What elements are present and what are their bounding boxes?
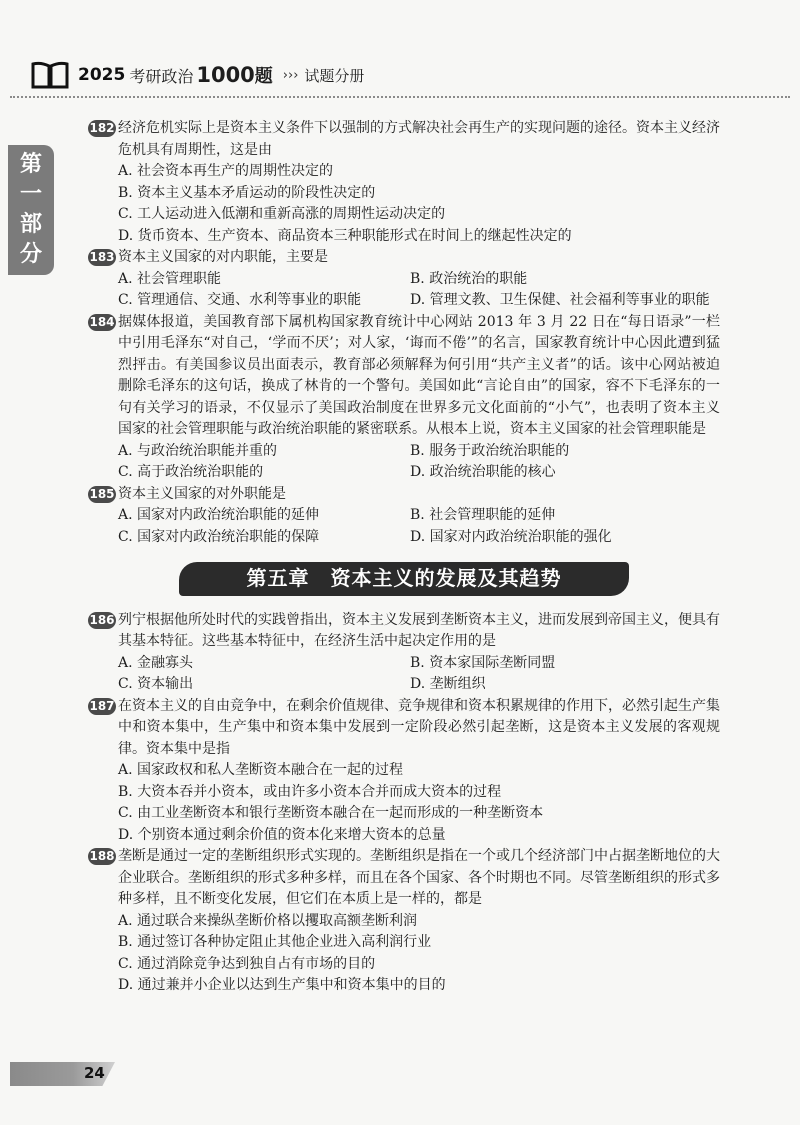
question-number-badge: 188	[89, 849, 115, 863]
question-number-badge: 182	[89, 121, 115, 135]
answer-option: C. 资本输出	[118, 676, 194, 692]
chapter-banner	[88, 562, 720, 596]
answer-option: A. 国家政权和私人垄断资本融合在一起的过程	[118, 762, 404, 778]
answer-option: C. 高于政治统治职能的	[118, 464, 264, 480]
answer-options	[88, 161, 720, 247]
answer-option: C. 由工业垄断资本和银行垄断资本融合在一起而形成的一种垄断资本	[118, 805, 544, 821]
answer-option: B. 社会管理职能的延伸	[410, 507, 556, 523]
answer-options	[88, 653, 720, 696]
question-stem: 资本主义国家的对外职能是	[118, 485, 286, 502]
answer-option: D. 管理文教、卫生保健、社会福利等事业的职能	[410, 292, 710, 308]
answer-option: D. 政治统治职能的核心	[410, 464, 556, 480]
question-number-badge: 183	[89, 250, 115, 264]
page-number: 24	[84, 1064, 105, 1082]
answer-option: A. 与政治统治职能并重的	[118, 442, 278, 459]
open-book-icon	[30, 60, 70, 90]
answer-option: C. 国家对内政治统治职能的保障	[118, 528, 320, 545]
question-item	[88, 312, 720, 484]
answer-option: B. 通过签订各种协定阻止其他企业进入高利润行业	[118, 934, 432, 950]
question-stem: 在资本主义的自由竞争中，在剩余价值规律、竞争规律和资本积累规律的作用下，必然引起生产集中和资本集中，生产集中和资本集中发展到一定阶段必然引起垄断，这是资本主义发展的客观规律。资本集中是指	[118, 697, 720, 757]
header-subtitle: 试题分册	[304, 66, 365, 85]
question-list-before	[88, 118, 720, 548]
side-tab-char: 一	[19, 182, 42, 207]
question-item	[88, 846, 720, 997]
answer-option: D. 通过兼并小企业以达到生产集中和资本集中的目的	[118, 977, 446, 993]
question-item	[88, 696, 720, 847]
answer-option: A. 通过联合来操纵垄断价格以攫取高额垄断利润	[118, 912, 418, 929]
answer-option: A. 金融寡头	[118, 654, 194, 671]
answer-option: A. 社会资本再生产的周期性决定的	[118, 163, 334, 179]
question-number-badge: 185	[89, 486, 115, 501]
question-item	[88, 484, 720, 549]
answer-options	[88, 269, 720, 312]
section-side-tab	[8, 145, 54, 275]
answer-option: D. 货币资本、生产资本、商品资本三种职能形式在时间上的继起性决定的	[118, 227, 572, 244]
answer-option: D. 垄断组织	[410, 676, 486, 692]
question-item	[88, 118, 720, 247]
answer-option: C. 通过消除竞争达到独自占有市场的目的	[118, 955, 376, 972]
answer-option: A. 国家对内政治统治职能的延伸	[118, 507, 320, 523]
page-header	[30, 58, 364, 92]
question-number-badge: 186	[89, 612, 115, 627]
question-stem: 列宁根据他所处时代的实践曾指出，资本主义发展到垄断资本主义，进而发展到帝国主义，便具有其基本特征。这些基本特征中，在经济生活中起决定作用的是	[118, 611, 720, 649]
answer-option: B. 政治统治的职能	[410, 270, 528, 287]
question-number-badge: 184	[89, 314, 115, 329]
answer-option: A. 社会管理职能	[118, 270, 222, 287]
answer-options	[88, 760, 720, 846]
chapter-title: 第五章 资本主义的发展及其趋势	[179, 562, 629, 596]
question-item	[88, 247, 720, 312]
page-content	[88, 118, 720, 997]
header-title-text: 考研政治	[129, 66, 194, 86]
question-number-badge: 187	[89, 698, 115, 713]
question-stem: 经济危机实际上是资本主义条件下以强制的方式解决社会再生产的实现问题的途径。资本主义经济危机具有周期性，这是由	[118, 120, 720, 158]
side-tab-char: 分	[19, 242, 42, 267]
answer-option: B. 资本家国际垄断同盟	[410, 654, 556, 671]
header-title-number: 1000	[196, 63, 255, 87]
header-year: 2025	[78, 65, 126, 85]
answer-option: C. 管理通信、交通、水利等事业的职能	[118, 292, 362, 308]
answer-option: B. 大资本吞并小资本，或由许多小资本合并而成大资本的过程	[118, 783, 502, 800]
answer-option: B. 资本主义基本矛盾运动的阶段性决定的	[118, 184, 376, 201]
answer-options	[88, 505, 720, 548]
answer-option: C. 工人运动进入低潮和重新高涨的周期性运动决定的	[118, 206, 446, 222]
answer-options	[88, 441, 720, 484]
question-stem: 垄断是通过一定的垄断组织形式实现的。垄断组织是指在一个或几个经济部门中占据垄断地位的大企业联合。垄断组织的形式多种多样，而且在各个国家、各个时期也不同。尽管垄断组织的形式多种多样，且不断变化发展，但它们在本质上是一样的，都是	[118, 848, 720, 907]
question-stem: 资本主义国家的对内职能，主要是	[118, 249, 328, 265]
side-tab-char: 部	[19, 212, 42, 237]
question-stem: 据媒体报道，美国教育部下属机构国家教育统计中心网站 2013 年 3 月 22 日在“每日语录”一栏中引用毛泽东“对自己，‘学而不厌’；对人家，‘诲而不倦’”的名言，国家教育统计中心因此遭到猛烈抨击。有美国参议员出面表示，教育部必须解释为何引用“共产主义者”的话。该中心网站被迫删除毛泽东的这句话，换成了林肯的一个警句。美国如此“言论自由”的国家，容不下毛泽东的一句有关学习的语录，不仅显示了美国政治制度在世界多元文化面前的“小气”，也表明了资本主义国家的社会管理职能与政治统治职能的紧密联系。从根本上说，资本主义国家的社会管理职能是	[118, 313, 720, 437]
question-item	[88, 610, 720, 696]
answer-option: B. 服务于政治统治职能的	[410, 442, 570, 459]
answer-options	[88, 911, 720, 997]
header-arrows: ›››	[282, 67, 299, 83]
header-divider	[10, 96, 790, 98]
answer-option: D. 国家对内政治统治职能的强化	[410, 528, 612, 545]
answer-option: D. 个别资本通过剩余价值的资本化来增大资本的总量	[118, 826, 446, 843]
header-title-ti: 题	[254, 66, 273, 87]
side-tab-char: 第	[19, 152, 42, 177]
question-list-after	[88, 610, 720, 997]
